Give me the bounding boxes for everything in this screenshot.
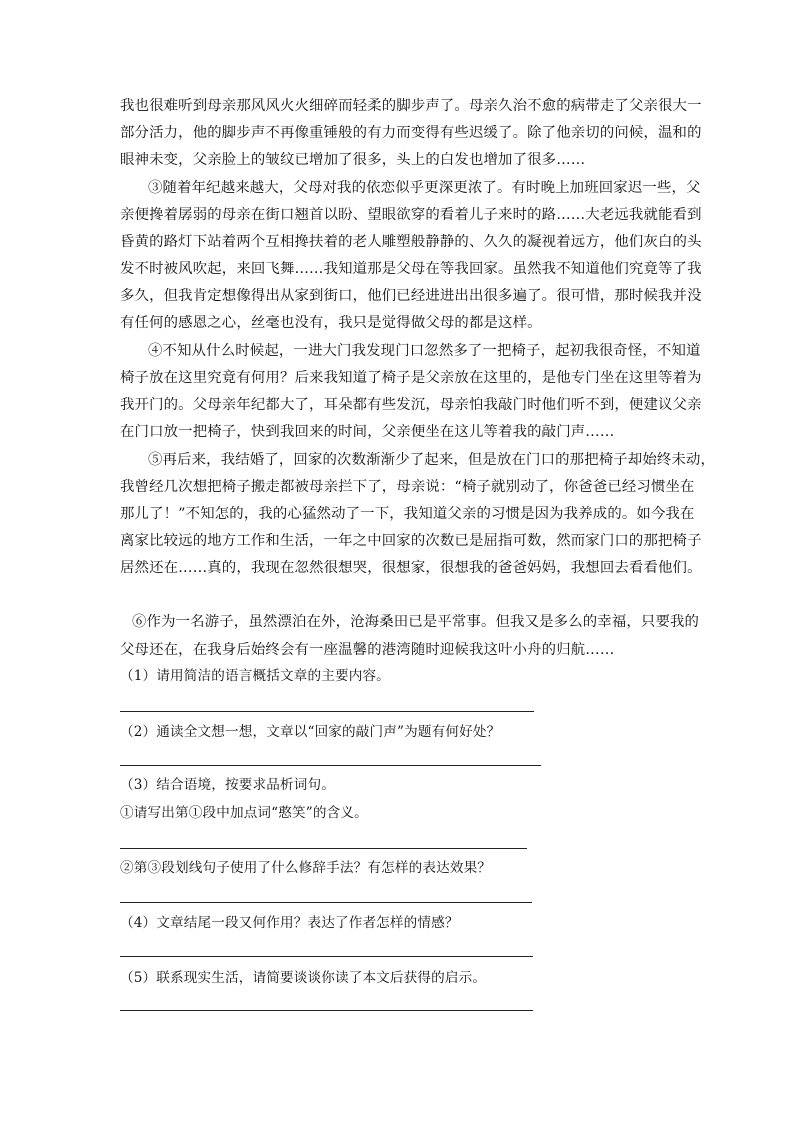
passage-line: 居然还在……真的，我现在忽然很想哭，很想家，很想我的爸爸妈妈，我想回去看看他们。 <box>120 560 702 576</box>
passage-line: 离家比较远的地方工作和生活，一年之中回家的次数已是屈指可数，然而家门口的那把椅子 <box>120 533 702 549</box>
passage-line: 那儿了！”不知怎的，我的心猛然动了一下，我知道父亲的习惯是因为我养成的。如今我在 <box>120 506 695 522</box>
passage-line: 部分活力，他的脚步声不再像重锤般的有力而变得有些迟缓了。除了他亲切的问候，温和的 <box>120 125 702 141</box>
paragraph-6-start: ⑥作为一名游子，虽然漂泊在外，沧海桑田已是平常事。但我又是多么的幸福，只要我的 <box>132 614 700 630</box>
passage-line: 父母还在，在我身后始终会有一座温馨的港湾随时迎候我这叶小舟的归航…… <box>120 642 615 658</box>
question-1: （1）请用简洁的语言概括文章的主要内容。 <box>120 668 390 684</box>
passage-line: 眼神未变，父亲脸上的皱纹已增加了很多，头上的白发也增加了很多…… <box>120 152 586 168</box>
answer-line <box>120 956 533 957</box>
passage-line: 我开门的。父母亲年纪都大了，耳朵都有些发沉，母亲怕我敲门时他们听不到，便建议父亲 <box>120 397 702 413</box>
answer-line <box>120 902 532 903</box>
passage-line: 多久，但我肯定想像得出从家到街口，他们已经进进出出很多遍了。很可惜，那时候我并没 <box>120 288 702 304</box>
passage-line: 亲便搀着孱弱的母亲在街口翘首以盼、望眼欲穿的看着儿子来时的路……大老远我就能看到 <box>120 207 702 223</box>
passage-line: 昏黄的路灯下站着两个互相搀扶着的老人雕塑般静静的、久久的凝视着远方，他们灰白的头 <box>120 234 702 250</box>
passage-line: 椅子放在这里究竟有何用？后来我知道了椅子是父亲放在这里的，是他专门坐在这里等着为 <box>120 370 702 386</box>
passage-line: 我曾经几次想把椅子搬走都被母亲拦下了，母亲说：“椅子就别动了，你爸爸已经习惯坐在 <box>120 479 695 495</box>
passage-line: 在门口放一把椅子，快到我回来的时间，父亲便坐在这儿等着我的敲门声…… <box>120 424 615 440</box>
question-3-sub-2: ②第③段划线句子使用了什么修辞手法？有怎样的表达效果？ <box>120 860 492 876</box>
paragraph-5-start: ⑤再后来，我结婚了，回家的次数渐渐少了起来，但是放在门口的那把椅子却始终未动， <box>148 452 716 468</box>
question-4: （4）文章结尾一段又何作用？表达了作者怎样的情感？ <box>120 915 459 931</box>
passage-line: 发不时被风吹起，来回飞舞……我知道那是父母在等我回家。虽然我不知道他们究竟等了我 <box>120 261 702 277</box>
paragraph-4-start: ④不知从什么时候起，一进大门我发现门口忽然多了一把椅子，起初我很奇怪，不知道 <box>148 343 701 359</box>
answer-line <box>120 848 527 849</box>
question-5: （5）联系现实生活，请简要谈谈你读了本文后获得的启示。 <box>120 970 487 986</box>
answer-line <box>120 765 541 766</box>
passage-line: 我也很难听到母亲那风风火火细碎而轻柔的脚步声了。母亲久治不愈的病带走了父亲很大一 <box>120 98 702 114</box>
answer-line <box>120 1010 533 1011</box>
passage-line: 有任何的感恩之心，丝毫也没有，我只是觉得做父母的都是这样。 <box>120 315 542 331</box>
question-3-sub-1: ①请写出第①段中加点词“憨笑”的含义。 <box>120 805 368 821</box>
paragraph-3-start: ③随着年纪越来越大，父母对我的依恋似乎更深更浓了。有时晚上加班回家迟一些，父 <box>148 180 701 196</box>
answer-line <box>120 711 534 712</box>
question-3: （3）结合语境，按要求品析词句。 <box>120 777 335 793</box>
question-2: （2）通读全文想一想，文章以“回家的敲门声”为题有何好处？ <box>120 724 501 740</box>
